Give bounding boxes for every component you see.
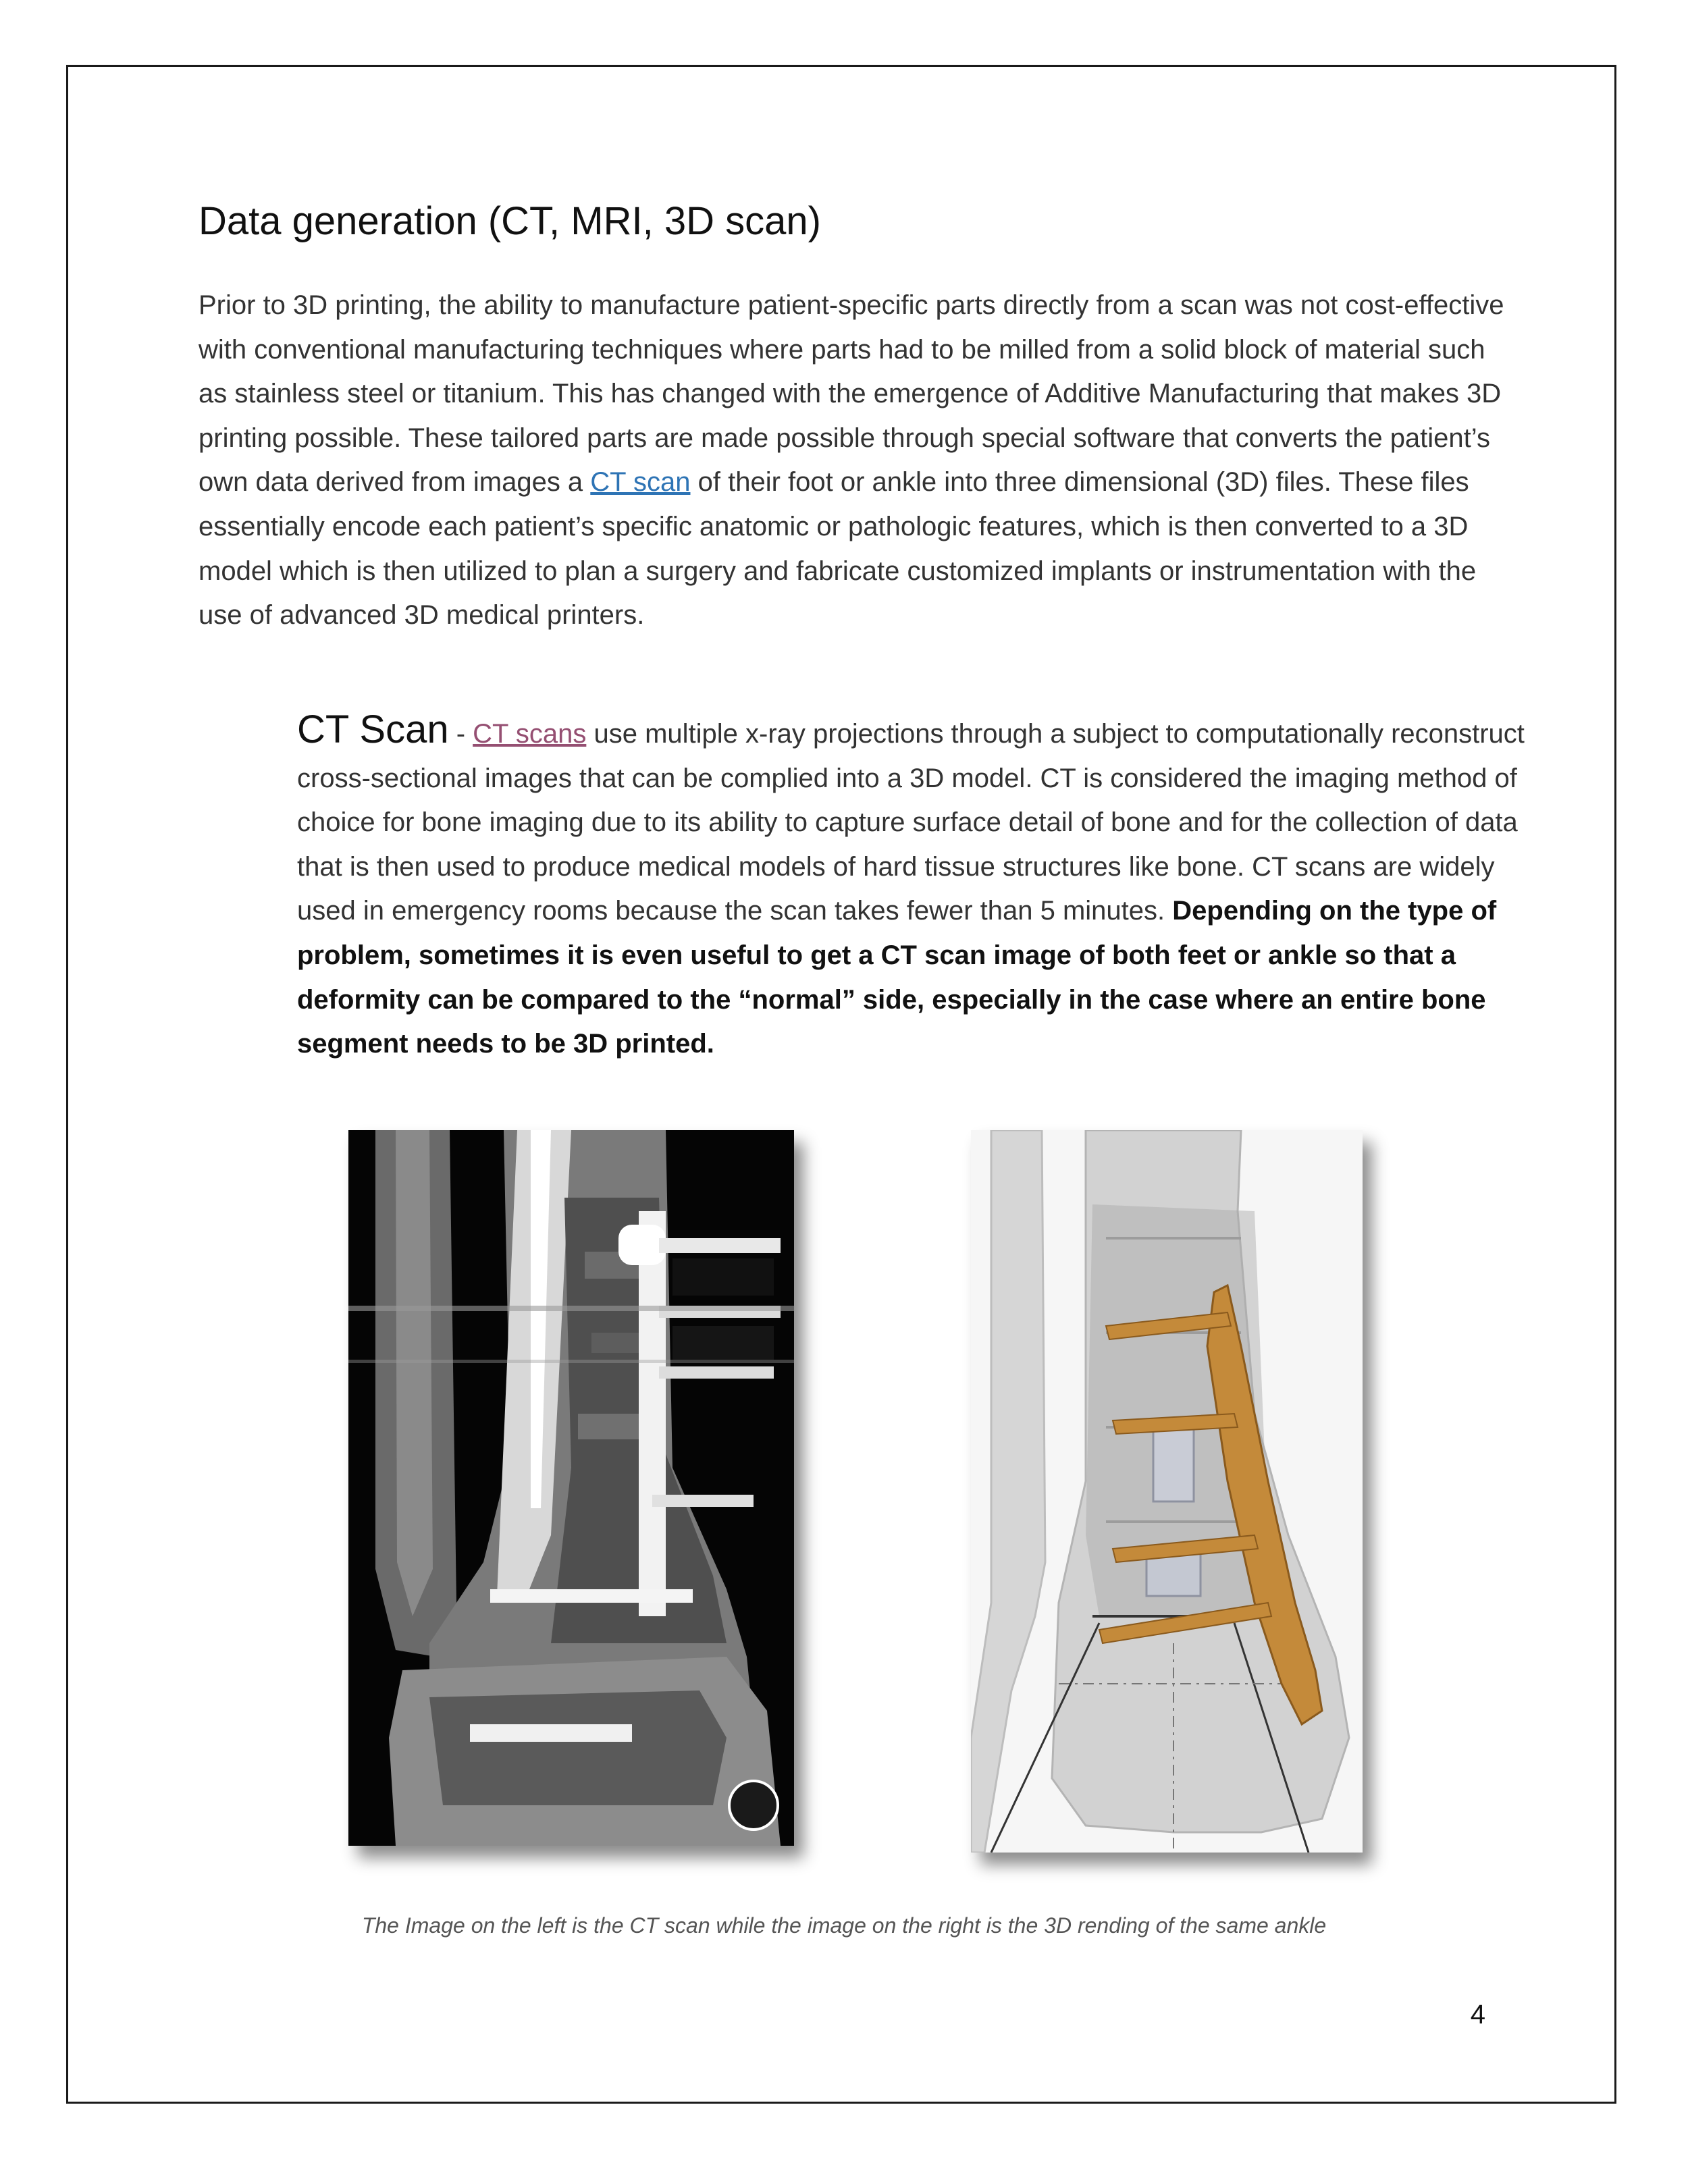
ct-scan-bold-text: Depending on the type of problem, sometimes it is even useful to get a CT scan image of both feet or ankle so that a deformity can be compared to the “normal” side, especially in the case where an entire bone segment needs to be 3D printed. [297, 896, 1497, 1059]
ct-scans-link[interactable]: CT scans [473, 719, 587, 749]
ct-scan-image [348, 1130, 794, 1846]
ct-scan-section [297, 708, 1526, 1067]
ct-dash: - [448, 719, 473, 749]
intro-paragraph [199, 284, 1515, 638]
page-number: 4 [1470, 2000, 1485, 2029]
ct-scan-text: use multiple x-ray projections through a subject to computationally reconstruct cross-sectional images that can be complied into a 3D model. CT is considered the imaging method of choice for bone imaging due to its ability to capture surface detail of bone and for the collection of data that is then used to produce medical models of hard tissue structures like bone. CT scans are widely used in emergency rooms because the scan takes fewer than 5 minutes. [297, 719, 1525, 926]
3d-rendering-illustration [971, 1130, 1363, 1853]
intro-text-2: of their foot or ankle into three dimensional (3D) files. These files essentially encode each patient’s specific anatomic or pathologic features, which is then converted to a 3D model which is then utilized to plan a surgery and fabricate customized implants or instrumentation with the use of advanced 3D medical printers. [199, 467, 1477, 631]
section-heading: Data generation (CT, MRI, 3D scan) [199, 199, 821, 243]
figure-caption: The Image on the left is the CT scan while the image on the right is the 3D rending of the same ankle [361, 1913, 1327, 1938]
intro-text-1: Prior to 3D printing, the ability to manufacture patient-specific parts directly from a scan was not cost-effective with conventional manufacturing techniques where parts had to be milled from a solid block of material such as stainless steel or titanium. This has changed with the emergence of Additive Manufacturing that makes 3D printing possible. These tailored parts are made possible through special software that converts the patient’s own data derived from images a [199, 290, 1504, 498]
ct-scan-link[interactable]: CT scan [590, 467, 691, 498]
3d-rendering-image [971, 1130, 1363, 1853]
ct-scan-title: CT Scan [297, 708, 449, 751]
ct-scan-illustration [348, 1130, 794, 1846]
